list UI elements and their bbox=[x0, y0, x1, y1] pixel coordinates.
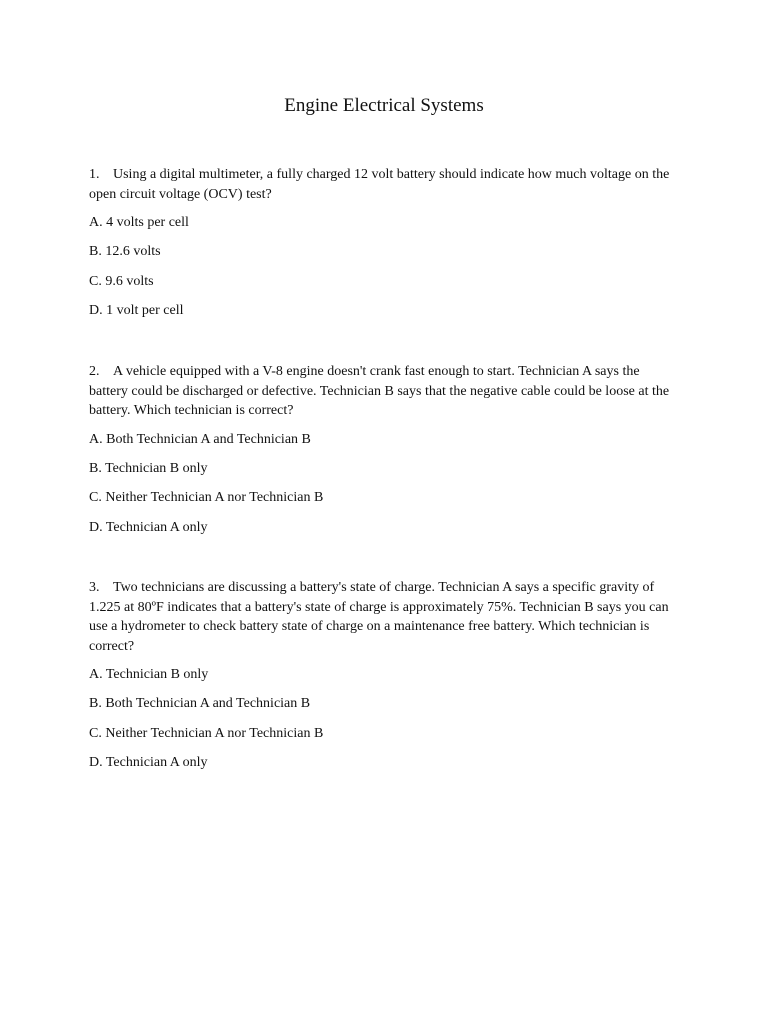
answer-option: C. Neither Technician A nor Technician B bbox=[89, 725, 324, 741]
question-stem bbox=[89, 165, 679, 204]
answer-option: C. 9.6 volts bbox=[89, 273, 154, 289]
question-number: 3. bbox=[89, 580, 100, 595]
question-text: Two technicians are discussing a battery's state of charge. Technician A says a specific gravity of 1.225 at 80ºF indicates that a battery's state of charge is approximately 75%. Technician B says you can use a hydrometer to check battery state of charge on a maintenance free battery. Which technician is correct? bbox=[89, 580, 669, 654]
question-1 bbox=[89, 165, 679, 331]
question-3 bbox=[89, 578, 679, 783]
question-stem bbox=[89, 578, 679, 656]
question-stem bbox=[89, 362, 679, 421]
question-text: Using a digital multimeter, a fully charged 12 volt battery should indicate how much voltage on the open circuit voltage (OCV) test? bbox=[89, 167, 670, 202]
answer-option: D. 1 volt per cell bbox=[89, 303, 184, 319]
question-number: 2. bbox=[89, 364, 100, 379]
answer-option: A. Technician B only bbox=[89, 667, 209, 682]
question-text: A vehicle equipped with a V-8 engine doesn't crank fast enough to start. Technician A says the battery could be discharged or defective. Technician B says that the negative cable could be loose at the battery. Which technician is correct? bbox=[89, 364, 670, 418]
question-2 bbox=[89, 362, 679, 547]
answer-option: A. 4 volts per cell bbox=[89, 215, 189, 230]
question-number: 1. bbox=[89, 167, 100, 182]
answer-option: C. Neither Technician A nor Technician B bbox=[89, 490, 324, 506]
answer-option: D. Technician A only bbox=[89, 519, 208, 535]
answer-option: B. Technician B only bbox=[89, 460, 208, 476]
page-title: Engine Electrical Systems bbox=[284, 95, 484, 116]
answer-option: D. Technician A only bbox=[89, 755, 208, 771]
answer-option: B. 12.6 volts bbox=[89, 244, 161, 260]
answer-option: A. Both Technician A and Technician B bbox=[89, 431, 311, 447]
answer-option: B. Both Technician A and Technician B bbox=[89, 696, 311, 712]
